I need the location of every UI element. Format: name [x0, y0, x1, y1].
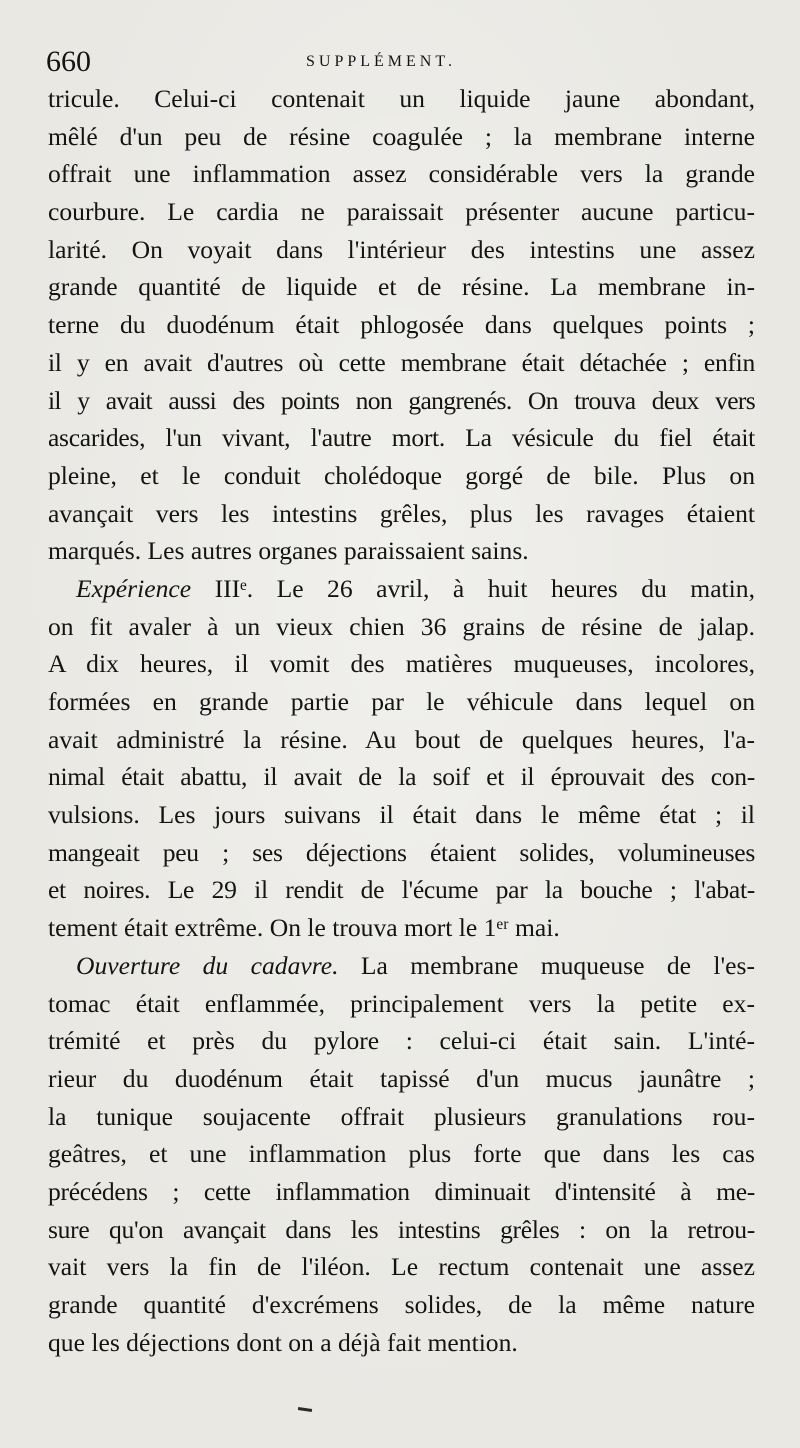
printer-mark — [298, 1407, 312, 1412]
text-line: que les déjections dont on a déjà fait mention. — [48, 1327, 518, 1357]
text-line: vulsions. Les jours suivans il était dans le même état ; il — [48, 800, 755, 830]
page-header — [46, 44, 756, 80]
text-line: sure qu'on avançait dans les intestins grêles : on la retrou- — [48, 1214, 755, 1244]
text-line: précédens ; cette inflammation diminuait d'intensité à me- — [48, 1176, 755, 1206]
text-line: tricule. Celui-ci contenait un liquide jaune abondant, — [48, 84, 755, 113]
text-line: tomac était enflammée, principalement vers la petite ex- — [48, 988, 755, 1018]
autopsy-title: Ouverture du cadavre. — [76, 950, 339, 980]
text-line: avait administré la résine. Au bout de quelques heures, l'a- — [48, 724, 755, 754]
text-line: tement était extrême. On le trouva mort le 1ᵉʳ mai. — [48, 913, 560, 943]
text-line: il y avait aussi des points non gangrenés. On trouva deux vers — [48, 385, 755, 415]
text-line: marqués. Les autres organes paraissaient sains. — [48, 536, 529, 566]
text-line: geâtres, et une inflammation plus forte que dans les cas — [48, 1139, 755, 1169]
text-line: la tunique soujacente offrait plusieurs granulations rou- — [48, 1101, 755, 1131]
experience-number: IIIᵉ. — [214, 573, 254, 603]
text-line: formées en grande partie par le véhicule dans lequel on — [48, 687, 755, 716]
text-line: grande quantité d'excrémens solides, de la même nature — [48, 1290, 755, 1319]
text-line: grande quantité de liquide et de résine. La membrane in- — [48, 272, 755, 302]
text-line: larité. On voyait dans l'intérieur des intestins une assez — [48, 234, 755, 264]
text-line: terne du duodénum était phlogosée dans quelques points ; — [48, 310, 755, 340]
text-line: vait vers la fin de l'iléon. Le rectum contenait une assez — [48, 1252, 755, 1282]
text-line: ascarides, l'un vivant, l'autre mort. La vésicule du fiel était — [48, 423, 755, 453]
experience-title: Expérience — [76, 573, 192, 603]
text-line: courbure. Le cardia ne paraissait présenter aucune particu- — [48, 197, 755, 227]
page-number: 660 — [46, 45, 91, 78]
text-line: on fit avaler à un vieux chien 36 grains de résine de jalap. — [48, 611, 755, 641]
text-line: mêlé d'un peu de résine coagulée ; la membrane interne — [48, 121, 755, 151]
text-line: rieur du duodénum était tapissé d'un mucus jaunâtre ; — [48, 1063, 755, 1093]
text-line: A dix heures, il vomit des matières muqueuses, incolores, — [48, 649, 755, 679]
text-line: trémité et près du pylore : celui-ci était sain. L'inté- — [48, 1026, 755, 1056]
body-text — [48, 80, 755, 1361]
text-line: mangeait peu ; ses déjections étaient solides, volumineuses — [48, 837, 755, 867]
running-head: SUPPLÉMENT. — [306, 53, 456, 70]
text-line: il y en avait d'autres où cette membrane était détachée ; enfin — [48, 347, 755, 377]
text-line: nimal était abattu, il avait de la soif et il éprouvait des con- — [48, 762, 755, 792]
experience-heading-line — [48, 570, 755, 608]
text-line: avançait vers les intestins grêles, plus les ravages étaient — [48, 498, 755, 528]
text-line: pleine, et le conduit cholédoque gorgé de bile. Plus on — [48, 460, 755, 490]
autopsy-heading-line — [48, 947, 755, 985]
text-line: et noires. Le 29 il rendit de l'écume par la bouche ; l'abat- — [48, 875, 755, 905]
text-line: offrait une inflammation assez considérable vers la grande — [48, 159, 755, 189]
experience-line-rest: Le 26 avril, à huit heures du matin, — [276, 573, 755, 603]
autopsy-line-rest: La membrane muqueuse de l'es- — [360, 950, 755, 980]
